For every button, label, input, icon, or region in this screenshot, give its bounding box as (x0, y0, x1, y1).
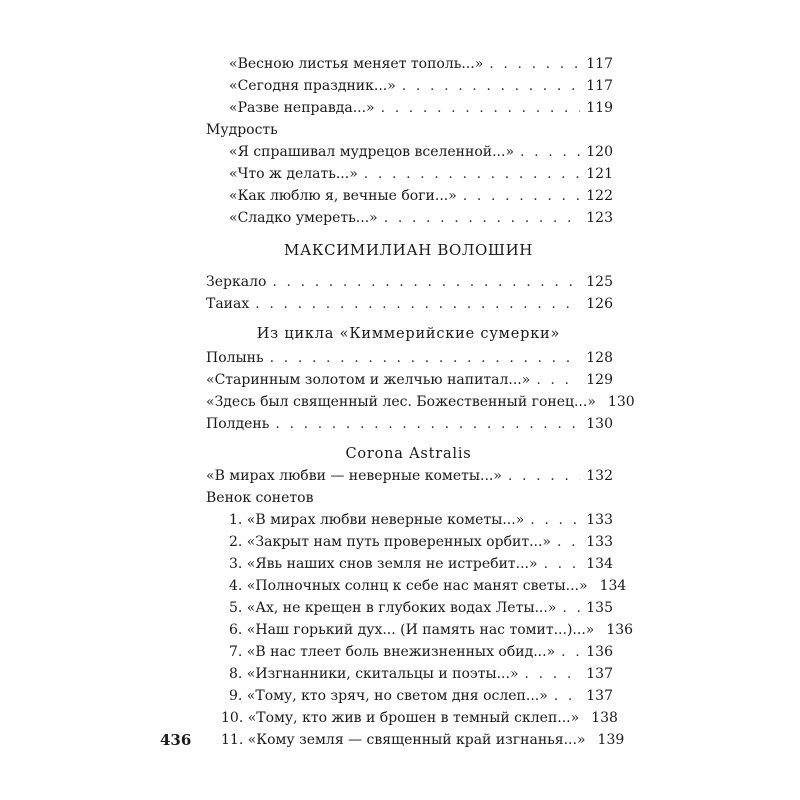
entry-page: 129 (586, 372, 613, 388)
entry-page: 117 (586, 56, 613, 72)
toc-entry (229, 76, 613, 96)
entry-title: Полдень (206, 416, 270, 432)
entry-title: 8. «Изгнанники, скитальцы и поэты...» (229, 666, 519, 682)
entry-page: 119 (586, 100, 613, 116)
toc-entry (206, 348, 613, 368)
toc-entry (229, 554, 613, 574)
entry-page: 130 (607, 394, 635, 410)
leader-dots (489, 54, 580, 74)
toc-entry (206, 466, 613, 486)
toc-entry (206, 272, 613, 292)
toc-entry (229, 532, 613, 552)
entry-title: «Весною листья меняет тополь...» (229, 56, 484, 72)
toc-entry (229, 664, 613, 684)
entry-page: 134 (599, 578, 627, 594)
leader-dots (255, 294, 580, 314)
section-label-wreath: Венок сонетов (206, 490, 314, 506)
entry-title: 11. «Кому земля — священный край изгнанья...» (221, 732, 586, 748)
toc-entry (229, 164, 613, 184)
leader-dots (554, 686, 580, 706)
entry-title: 5. «Ах, не крещен в глубоких водах Леты...» (229, 600, 557, 616)
leader-dots (520, 142, 580, 162)
leader-dots (536, 370, 580, 390)
entry-title: «В мирах любви — неверные кометы...» (206, 468, 502, 484)
entry-page: 136 (606, 622, 634, 638)
entry-page: 133 (586, 512, 613, 528)
leader-dots (402, 76, 580, 96)
entry-title: «Здесь был священный лес. Божественный гонец...» (206, 394, 596, 410)
author-heading: МАКСИМИЛИАН ВОЛОШИН (284, 241, 533, 259)
entry-title: «Сегодня праздник...» (229, 78, 396, 94)
leader-dots (544, 554, 581, 574)
entry-title: 7. «В нас тлеет боль внежизненных обид...» (229, 644, 556, 660)
entry-title: «Что ж делать...» (229, 166, 358, 182)
entry-title: «Разве неправда...» (229, 100, 375, 116)
entry-page: 136 (586, 644, 613, 660)
entry-page: 134 (586, 556, 613, 572)
entry-title: 3. «Явь наших снов земля не истребит...» (229, 556, 538, 572)
entry-page: 121 (586, 166, 613, 182)
entry-page: 120 (586, 144, 613, 160)
entry-title: «Я спрашивал мудрецов вселенной...» (229, 144, 515, 160)
leader-dots (270, 348, 581, 368)
toc-entry (206, 414, 613, 434)
page-number: 436 (160, 731, 192, 749)
leader-dots (272, 272, 580, 292)
entry-title: «Сладко умереть...» (229, 210, 378, 226)
leader-dots (381, 98, 581, 118)
toc-entry (229, 642, 613, 662)
entry-title: Полынь (206, 350, 264, 366)
entry-title: 2. «Закрыт нам путь проверенных орбит...» (229, 534, 551, 550)
leader-dots (364, 164, 580, 184)
entry-page: 137 (586, 688, 613, 704)
toc-entry (229, 208, 613, 228)
entry-title: «Как люблю я, вечные боги...» (229, 188, 457, 204)
toc-entry (221, 708, 618, 728)
entry-page: 125 (586, 274, 613, 290)
entry-page: 135 (586, 600, 613, 616)
entry-page: 139 (597, 732, 625, 748)
entry-page: 130 (586, 416, 613, 432)
leader-dots (561, 642, 580, 662)
entry-title: 4. «Полночных солнц к себе нас манят светы...» (229, 578, 588, 594)
toc-entry (206, 370, 613, 390)
toc-entry (206, 294, 613, 314)
entry-title: 9. «Тому, кто зряч, но светом дня ослеп...» (229, 688, 548, 704)
toc-entry (229, 186, 613, 206)
toc-entry (229, 620, 634, 640)
leader-dots (530, 510, 580, 530)
entry-page: 123 (586, 210, 613, 226)
corona-heading: Corona Astralis (345, 446, 472, 462)
toc-entry (229, 54, 613, 74)
toc-entry (229, 598, 613, 618)
entry-page: 122 (586, 188, 613, 204)
leader-dots (384, 208, 581, 228)
toc-entry (229, 98, 613, 118)
entry-page: 132 (586, 468, 613, 484)
toc-entry (229, 686, 613, 706)
toc-entry (229, 510, 613, 530)
toc-entry (206, 392, 635, 412)
entry-title: 10. «Тому, кто жив и брошен в темный склеп...» (221, 710, 580, 726)
section-label-wisdom: Мудрость (206, 122, 278, 138)
toc-entry (229, 576, 627, 596)
entry-page: 126 (586, 296, 613, 312)
cycle-heading: Из цикла «Киммерийские сумерки» (256, 326, 561, 342)
leader-dots (557, 532, 580, 552)
leader-dots (463, 186, 580, 206)
entry-page: 128 (586, 350, 613, 366)
toc-entry (229, 142, 613, 162)
leader-dots (562, 598, 580, 618)
entry-title: Зеркало (206, 274, 267, 290)
entry-title: 1. «В мирах любви неверные кометы...» (229, 512, 525, 528)
entry-title: «Старинным золотом и желчью напитал...» (206, 372, 531, 388)
entry-page: 137 (586, 666, 613, 682)
leader-dots (525, 664, 581, 684)
entry-page: 117 (586, 78, 613, 94)
toc-entry (221, 730, 625, 750)
entry-page: 138 (591, 710, 618, 726)
entry-title: Таиах (206, 296, 250, 312)
leader-dots (508, 466, 580, 486)
entry-title: 6. «Наш горький дух... (И память нас томит...)...» (229, 622, 595, 638)
leader-dots (275, 414, 580, 434)
entry-page: 133 (586, 534, 613, 550)
